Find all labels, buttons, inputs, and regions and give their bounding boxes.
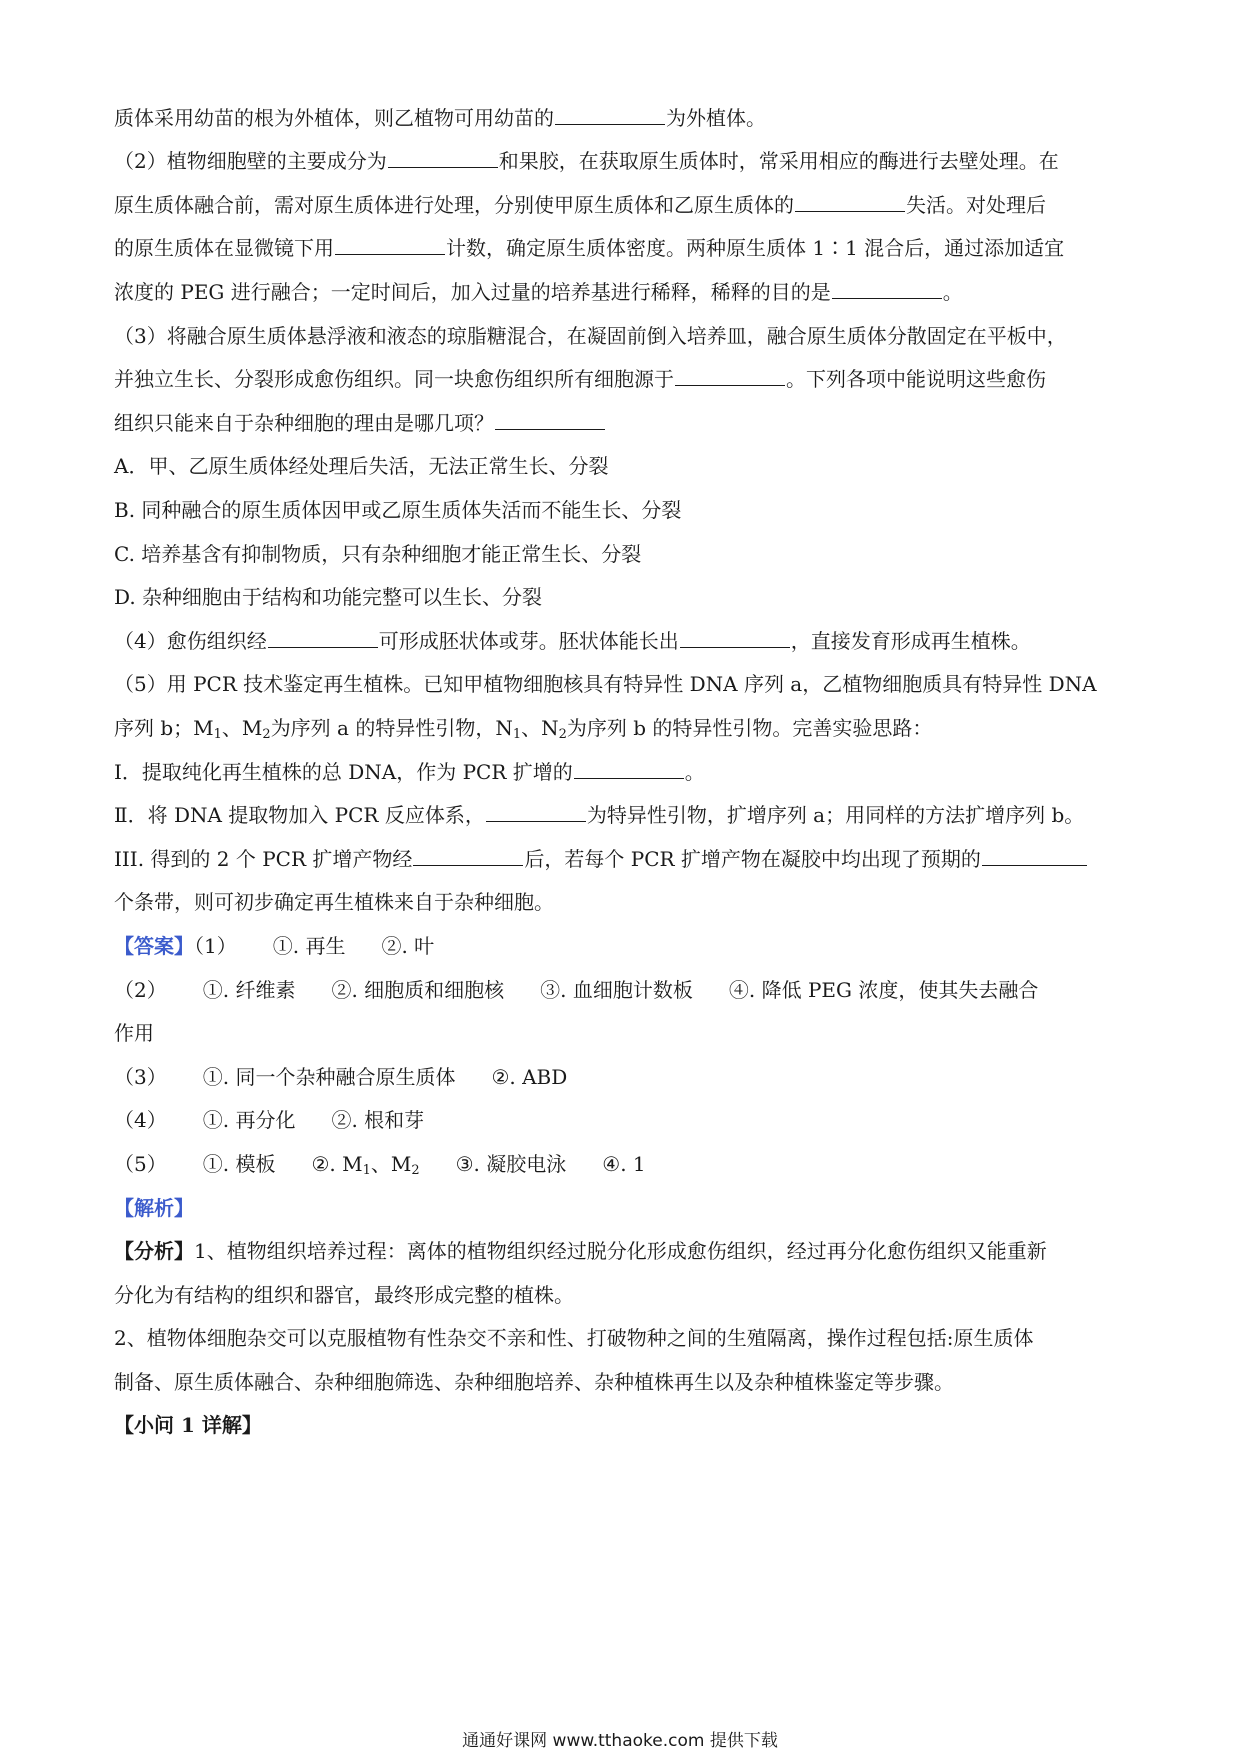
text: 和果胶，在获取原生质体时，常采用相应的酶进行去壁处理。在 bbox=[498, 149, 1059, 173]
page-footer: 通通好课网 www.tthaoke.com 提供下载 bbox=[462, 1731, 778, 1751]
text: ②. ABD bbox=[491, 1065, 568, 1089]
text: 、M bbox=[370, 1152, 412, 1176]
subscript: 1 bbox=[362, 1163, 371, 1178]
text: ③. 凝胶电泳 bbox=[455, 1152, 567, 1176]
text: ，直接发育形成再生植株。 bbox=[790, 629, 1031, 653]
analysis-heading bbox=[114, 1194, 1134, 1222]
answer-blank bbox=[268, 627, 378, 648]
text-line bbox=[114, 801, 1134, 829]
text: 、N bbox=[521, 716, 559, 740]
text: D. 杂种细胞由于结构和功能完整可以生长、分裂 bbox=[114, 585, 543, 609]
subscript: 2 bbox=[558, 727, 567, 742]
text: ②. 根和芽 bbox=[331, 1108, 425, 1132]
analysis-line bbox=[114, 1281, 1134, 1309]
analysis-line bbox=[114, 1368, 1134, 1396]
option-a bbox=[114, 452, 1134, 480]
text: Ⅰ．提取纯化再生植株的总 DNA，作为 PCR 扩增的 bbox=[114, 760, 573, 784]
text: C. 培养基含有抑制物质，只有杂种细胞才能正常生长、分裂 bbox=[114, 542, 642, 566]
text: 并独立生长、分裂形成愈伤组织。同一块愈伤组织所有细胞源于 bbox=[114, 367, 674, 391]
subscript: 2 bbox=[262, 727, 271, 742]
answer-blank bbox=[680, 627, 790, 648]
text: ①. 模板 bbox=[202, 1152, 276, 1176]
text: 2、植物体细胞杂交可以克服植物有性杂交不亲和性、打破物种之间的生殖隔离，操作过程包括:原生质体 bbox=[114, 1326, 1034, 1350]
text-line bbox=[114, 104, 1134, 132]
text-line bbox=[114, 845, 1134, 873]
text-line bbox=[114, 714, 1134, 742]
option-d bbox=[114, 583, 1134, 611]
answer-line bbox=[114, 1019, 1134, 1047]
text-line bbox=[114, 278, 1134, 306]
text: 作用 bbox=[114, 1021, 154, 1045]
text: 浓度的 PEG 进行融合；一定时间后，加入过量的培养基进行稀释，稀释的目的是 bbox=[114, 280, 831, 304]
answer-blank bbox=[795, 191, 905, 212]
text-line bbox=[114, 670, 1134, 698]
text: 为外植体。 bbox=[666, 106, 766, 130]
text: 后，若每个 PCR 扩增产物在凝胶中均出现了预期的 bbox=[524, 847, 981, 871]
answer-blank bbox=[675, 365, 785, 386]
text: （3） bbox=[114, 1065, 167, 1089]
text: ①. 纤维素 bbox=[202, 978, 296, 1002]
text: ②. M bbox=[311, 1152, 363, 1176]
text: 1、植物组织培养过程：离体的植物组织经过脱分化形成愈伤组织，经过再分化愈伤组织又能重新 bbox=[194, 1239, 1047, 1263]
text: 原生质体融合前，需对原生质体进行处理，分别使甲原生质体和乙原生质体的 bbox=[114, 193, 794, 217]
text: （2） bbox=[114, 978, 167, 1002]
answer-blank bbox=[574, 758, 684, 779]
text: 。 bbox=[684, 760, 705, 784]
answer-line bbox=[114, 1150, 1134, 1178]
text-line bbox=[114, 888, 1134, 916]
text: 的原生质体在显微镜下用 bbox=[114, 236, 334, 260]
option-c bbox=[114, 540, 1134, 568]
text: ④. 1 bbox=[602, 1152, 646, 1176]
text: ①. 再分化 bbox=[202, 1108, 296, 1132]
subscript: 2 bbox=[411, 1163, 420, 1178]
text: 为特异性引物，扩增序列 a；用同样的方法扩增序列 b。 bbox=[586, 803, 1085, 827]
text-line bbox=[114, 365, 1134, 393]
text-line bbox=[114, 322, 1134, 350]
text: （3）将融合原生质体悬浮液和液态的琼脂糖混合，在凝固前倒入培养皿，融合原生质体分散固定在平板中， bbox=[114, 324, 1067, 348]
text-line bbox=[114, 409, 1134, 437]
text: 。 bbox=[942, 280, 963, 304]
text: 个条带，则可初步确定再生植株来自于杂种细胞。 bbox=[114, 890, 554, 914]
text: Ⅱ．将 DNA 提取物加入 PCR 反应体系， bbox=[114, 803, 485, 827]
text-line bbox=[114, 234, 1134, 262]
answer-blank bbox=[832, 278, 942, 299]
analysis-line bbox=[114, 1324, 1134, 1352]
text: A．甲、乙原生质体经处理后失活，无法正常生长、分裂 bbox=[114, 454, 609, 478]
option-b bbox=[114, 496, 1134, 524]
text: 序列 b；M bbox=[114, 716, 214, 740]
answer-blank bbox=[555, 104, 665, 125]
answer-line bbox=[114, 1106, 1134, 1134]
text: 。下列各项中能说明这些愈伤 bbox=[786, 367, 1046, 391]
text: （1） bbox=[194, 934, 237, 958]
text: （5）用 PCR 技术鉴定再生植株。已知甲植物细胞核具有特异性 DNA 序列 a，乙植物细胞质具有特异性 DNA bbox=[114, 672, 1097, 696]
text: 、M bbox=[221, 716, 263, 740]
text: 计数，确定原生质体密度。两种原生质体 1∶1 混合后，通过添加适宜 bbox=[446, 236, 1065, 260]
text: ①. 再生 bbox=[272, 934, 346, 958]
subscript: 1 bbox=[512, 727, 522, 742]
text: III. 得到的 2 个 PCR 扩增产物经 bbox=[114, 847, 413, 871]
text: ①. 同一个杂种融合原生质体 bbox=[202, 1065, 456, 1089]
text: 可形成胚状体或芽。胚状体能长出 bbox=[378, 629, 679, 653]
text: 质体采用幼苗的根为外植体，则乙植物可用幼苗的 bbox=[114, 106, 554, 130]
text: 制备、原生质体融合、杂种细胞筛选、杂种细胞培养、杂种植株再生以及杂种植株鉴定等步骤。 bbox=[114, 1370, 954, 1394]
text: 分化为有结构的组织和器官，最终形成完整的植株。 bbox=[114, 1283, 574, 1307]
answer-line bbox=[114, 976, 1134, 1004]
text: ②. 叶 bbox=[381, 934, 435, 958]
text-line bbox=[114, 627, 1134, 655]
text-line bbox=[114, 147, 1134, 175]
answer-blank bbox=[982, 845, 1087, 866]
text: （2）植物细胞壁的主要成分为 bbox=[114, 149, 387, 173]
answer-blank bbox=[413, 845, 523, 866]
text: ②. 细胞质和细胞核 bbox=[331, 978, 505, 1002]
answer-tag: 【答案】 bbox=[114, 934, 194, 958]
answer-line bbox=[114, 1063, 1134, 1091]
analysis-subtag: 【分析】 bbox=[114, 1239, 194, 1263]
answer-blank bbox=[495, 409, 605, 430]
analysis-tag: 【解析】 bbox=[114, 1196, 194, 1220]
answer-blank bbox=[486, 801, 586, 822]
text: B. 同种融合的原生质体因甲或乙原生质体失活而不能生长、分裂 bbox=[114, 498, 682, 522]
text: （4）愈伤组织经 bbox=[114, 629, 267, 653]
text: 为序列 b 的特异性引物。完善实验思路： bbox=[566, 716, 933, 740]
analysis-line bbox=[114, 1237, 1134, 1265]
text: 失活。对处理后 bbox=[906, 193, 1046, 217]
answer-line bbox=[114, 932, 1134, 960]
text: 【小问 1 详解】 bbox=[114, 1413, 262, 1437]
text: （5） bbox=[114, 1152, 167, 1176]
text-line bbox=[114, 191, 1134, 219]
text: 为序列 a 的特异性引物，N bbox=[270, 716, 513, 740]
text: 组织只能来自于杂种细胞的理由是哪几项？ bbox=[114, 411, 494, 435]
text: ③. 血细胞计数板 bbox=[540, 978, 693, 1002]
subquestion-heading bbox=[114, 1411, 1134, 1439]
answer-blank bbox=[388, 147, 498, 168]
text: ④. 降低 PEG 浓度，使其失去融合 bbox=[728, 978, 1039, 1002]
subscript: 1 bbox=[213, 727, 222, 742]
text-line bbox=[114, 758, 1134, 786]
text: （4） bbox=[114, 1108, 167, 1132]
answer-blank bbox=[335, 234, 445, 255]
